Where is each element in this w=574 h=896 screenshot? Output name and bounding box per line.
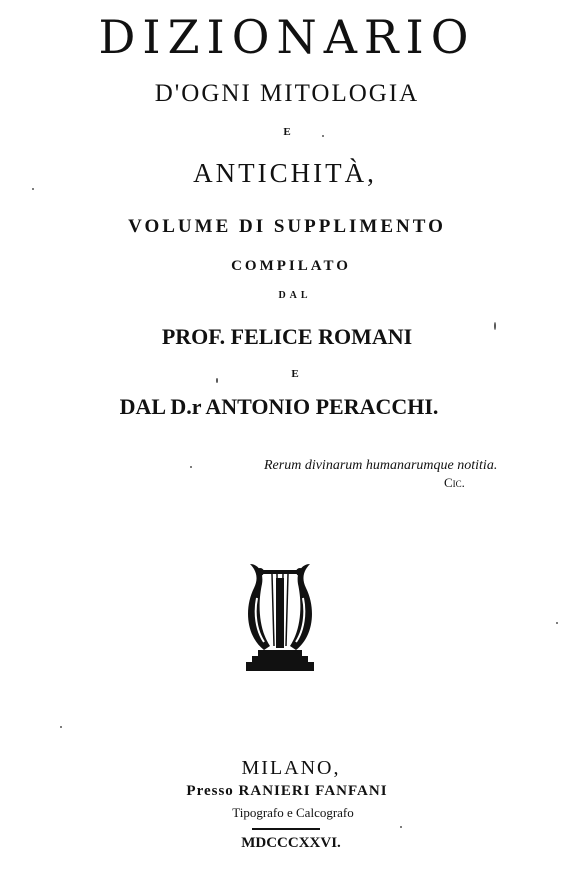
compiled-line: COMPILATO	[231, 258, 351, 274]
imprint-rule	[252, 828, 320, 830]
imprint-publisher: Presso RANIERI FANFANI	[186, 783, 388, 799]
epigraph-source: Cic.	[444, 475, 465, 490]
book-subject: ANTICHITÀ,	[193, 158, 377, 188]
book-title: DIZIONARIO	[98, 10, 476, 64]
author-2: DAL D.r ANTONIO PERACCHI.	[119, 394, 439, 419]
paper-speck	[216, 378, 218, 383]
paper-speck	[494, 322, 496, 330]
paper-speck	[322, 135, 324, 137]
epigraph: Rerum divinarum humanarumque notitia.	[264, 458, 498, 473]
by-line: DAL	[278, 290, 312, 301]
lyre-icon	[240, 558, 320, 674]
author-1: PROF. FELICE ROMANI	[161, 324, 413, 349]
conjunction-2: E	[291, 368, 299, 380]
paper-speck	[190, 466, 192, 468]
book-subtitle: D'OGNI MITOLOGIA	[154, 80, 420, 107]
paper-speck	[556, 622, 558, 624]
imprint-year: MDCCCXXVI.	[241, 835, 341, 851]
imprint-role: Tipografo e Calcografo	[232, 805, 354, 820]
paper-speck	[32, 188, 34, 190]
volume-line: VOLUME DI SUPPLIMENTO	[128, 216, 446, 237]
paper-speck	[60, 726, 62, 728]
conjunction-1: E	[283, 126, 291, 138]
imprint-city: MILANO,	[241, 757, 341, 779]
paper-speck	[400, 826, 402, 828]
